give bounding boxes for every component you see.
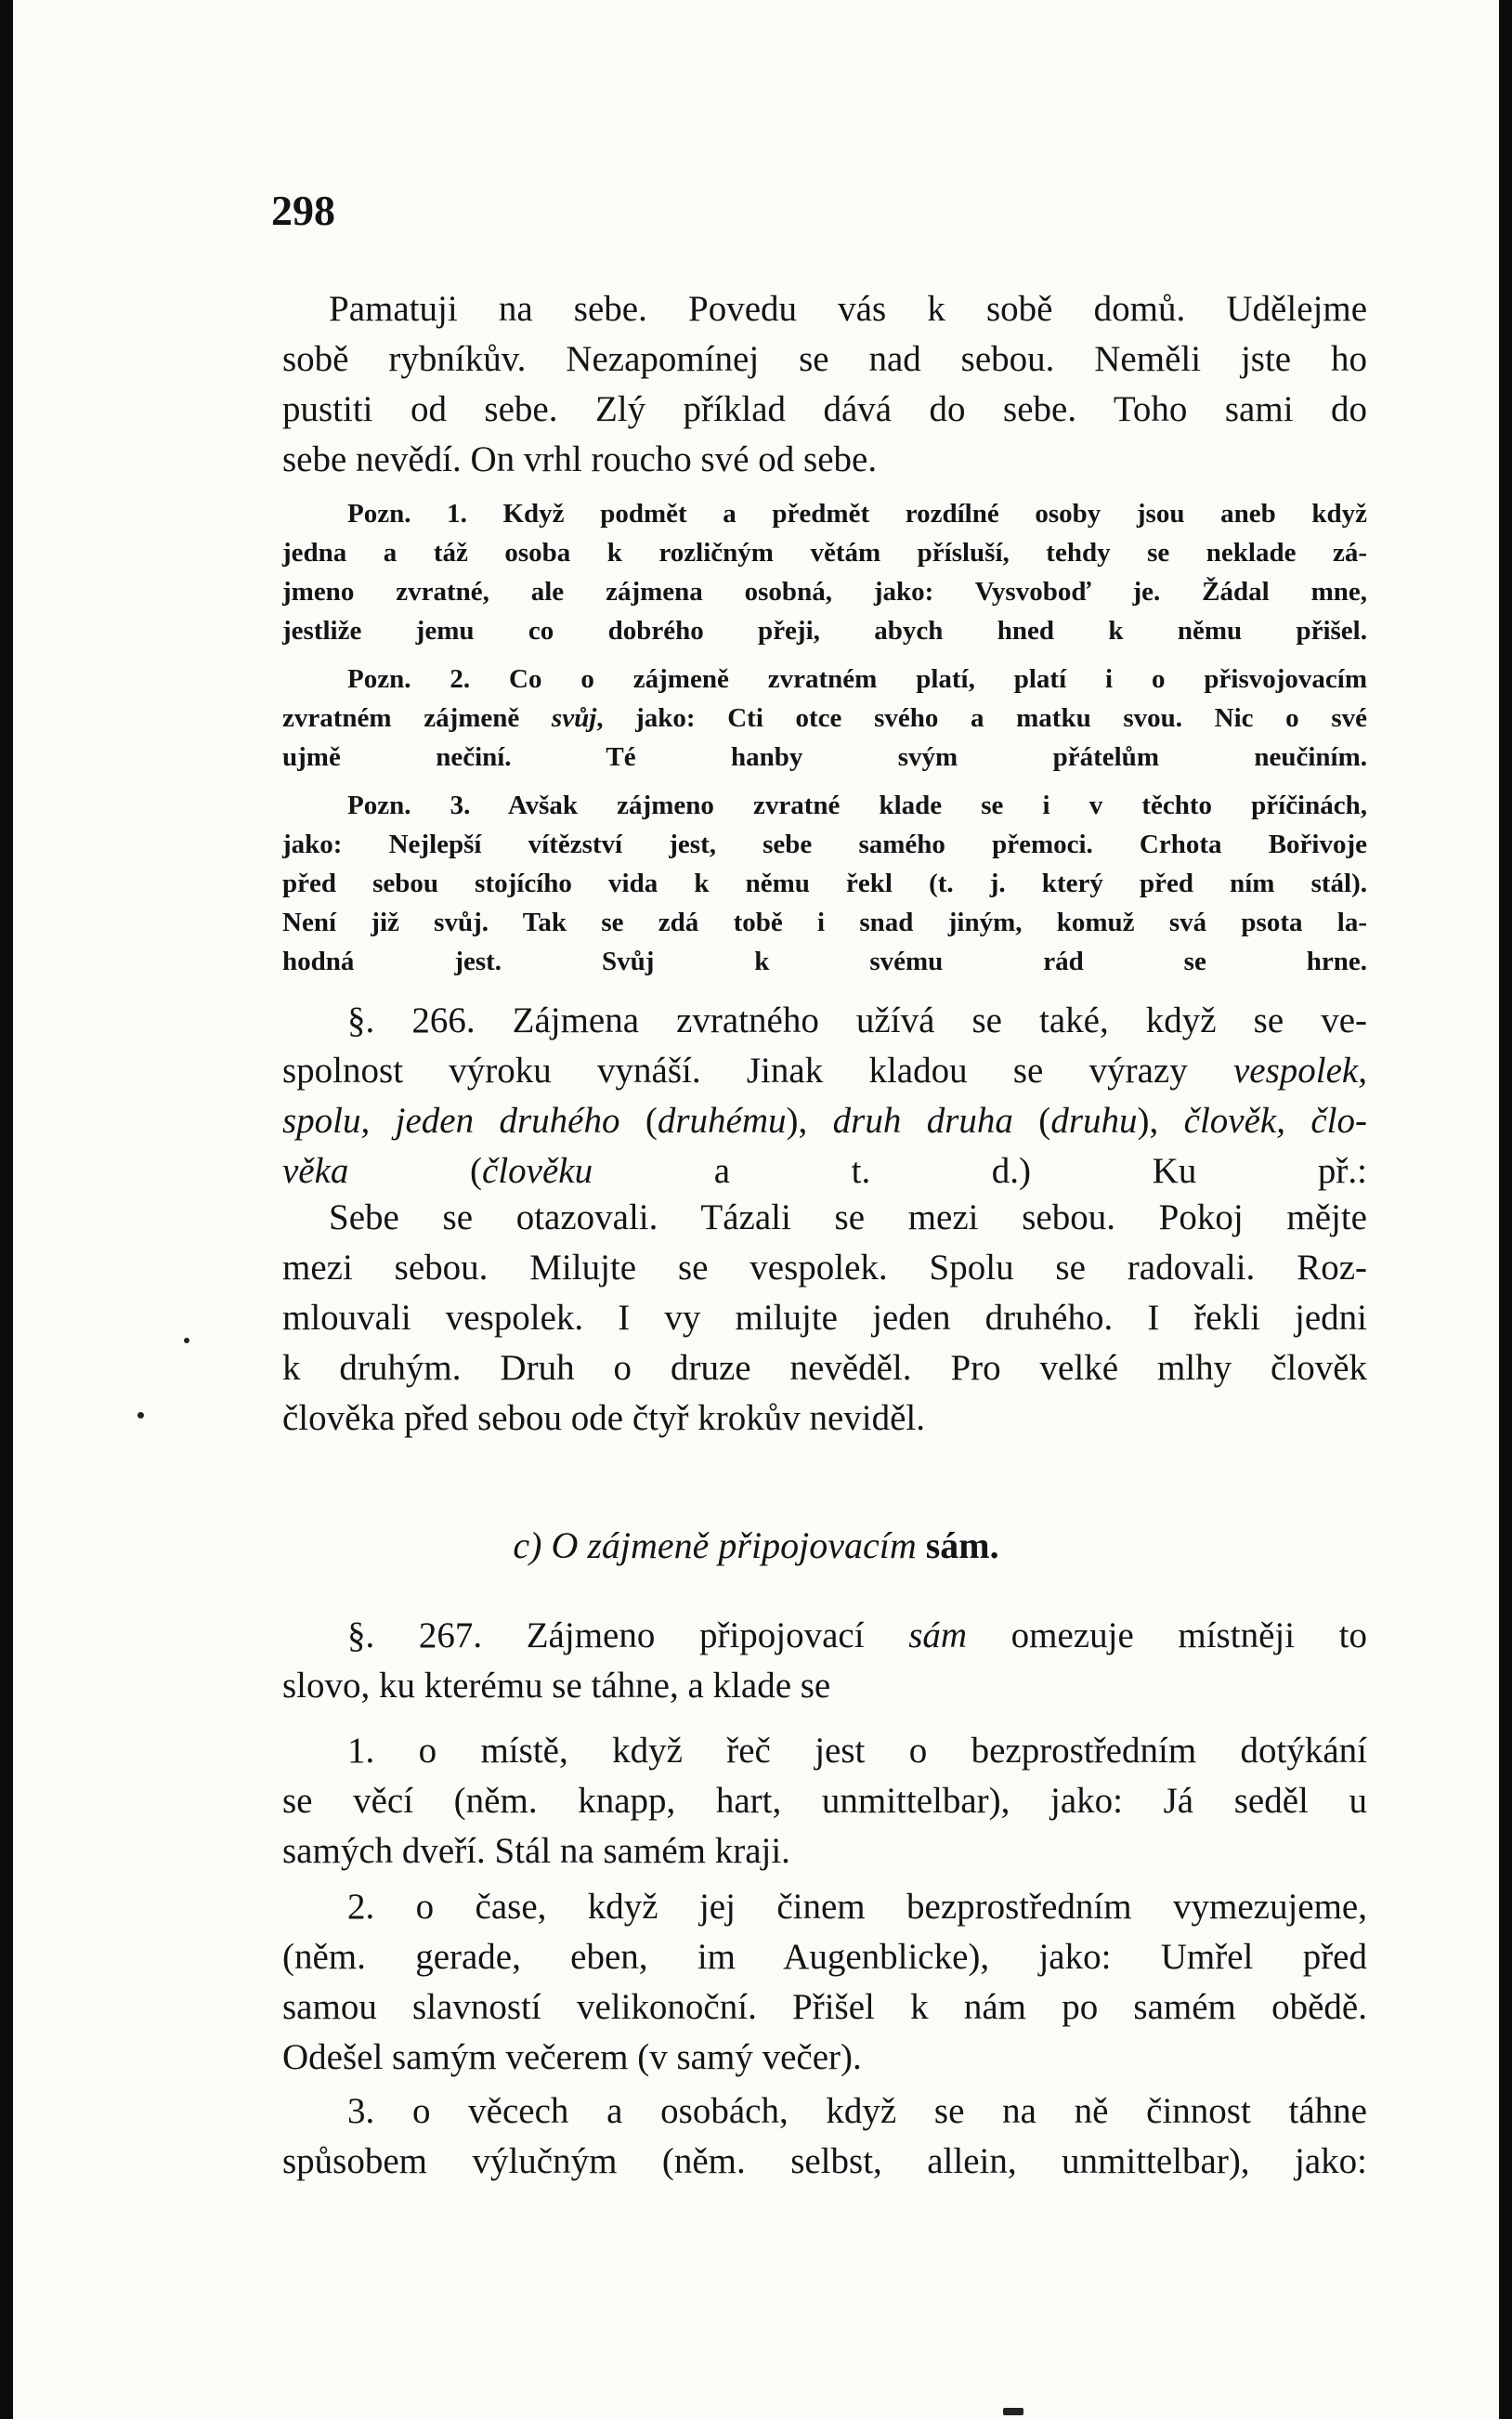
text-line: 3. o věcech a osobách, když se na ně činnost táhne — [347, 2091, 1367, 2131]
text-span: a t. d.) Ku př.: — [593, 1151, 1367, 1191]
text-line: se věcí (něm. knapp, hart, unmittelbar), jako: Já seděl u — [282, 1781, 1367, 1821]
text-line: pustiti od sebe. Zlý příklad dává do sebe. Toho sami do — [282, 389, 1367, 429]
note-line: jmeno zvratné, ale zájmena osobná, jako: Vysvoboď je. Žádal mne, — [282, 577, 1367, 607]
text-line — [282, 1046, 1367, 1096]
text-span: ( — [619, 1101, 658, 1141]
italic-term: člověk, člo- — [1183, 1101, 1367, 1141]
note-text: , jako: Cti otce svého a matku svou. Nic o své — [596, 703, 1367, 733]
text-line: samou slavností velikonoční. Přišel k nám po samém obědě. — [282, 1987, 1367, 2027]
text-line: člověka před sebou ode čtyř krokův neviděl. — [282, 1398, 926, 1438]
text-line: Odešel samým večerem (v samý večer). — [282, 2037, 862, 2077]
text-line: spůsobem výlučným (něm. selbst, allein, unmittelbar), jako: — [282, 2141, 1367, 2181]
examples-266 — [282, 1193, 1367, 1444]
text-span: ( — [1012, 1101, 1051, 1141]
italic-term: spolu, jeden druhého — [282, 1101, 620, 1141]
italic-term: věka — [282, 1151, 349, 1191]
text-line — [282, 1611, 1367, 1661]
note-line: Pozn. 1. Když podmět a předmět rozdílné osoby jsou aneb když — [347, 499, 1367, 529]
text-line: sebe nevědí. On vrhl roucho své od sebe. — [282, 439, 878, 479]
note-1 — [282, 494, 1367, 650]
page-number: 298 — [271, 187, 335, 234]
italic-term: druhému — [657, 1101, 787, 1141]
item-3 — [282, 2086, 1367, 2187]
text-line: slovo, ku kterému se táhne, a klade se — [282, 1666, 831, 1706]
text-line — [282, 1146, 1367, 1196]
note-italic-word: svůj — [551, 703, 597, 733]
text-span: ( — [348, 1151, 483, 1191]
note-line: ujmě nečiní. Té hanby svým přátelům neučiním. — [282, 742, 1367, 772]
note-3 — [282, 786, 1367, 981]
note-text: zvratném zájmeně — [282, 703, 552, 733]
note-line: hodná jest. Svůj k svému rád se hrne. — [282, 947, 1367, 976]
text-line: §. 266. Zájmena zvratného užívá se také, když se ve- — [347, 1000, 1367, 1040]
note-line: před sebou stojícího vida k němu řekl (t. j. který před ním stál). — [282, 869, 1367, 898]
print-speck — [1003, 2408, 1023, 2415]
text-line: Pamatuji na sebe. Povedu vás k sobě domů. Udělejme — [329, 289, 1367, 329]
section-266 — [282, 996, 1367, 1196]
heading-word: sám. — [925, 1524, 999, 1566]
text-line — [282, 1096, 1367, 1146]
section-267 — [282, 1611, 1367, 1711]
paragraph-examples-sebe — [282, 284, 1367, 485]
italic-term: druh druha — [832, 1101, 1013, 1141]
text-span: §. 267. Zájmeno připojovací — [347, 1615, 909, 1655]
note-line: jestliže jemu co dobrého přeji, abych hned k němu přišel. — [282, 616, 1367, 646]
note-2 — [282, 660, 1367, 777]
text-span: ), — [786, 1101, 833, 1141]
italic-term: druhu — [1050, 1101, 1138, 1141]
italic-term: vespolek, — [1232, 1051, 1367, 1091]
italic-term: sám — [908, 1615, 968, 1655]
note-line: jedna a táž osoba k rozličným větám přísluší, tehdy se neklade zá- — [282, 538, 1367, 568]
item-2 — [282, 1882, 1367, 2083]
text-line: (něm. gerade, eben, im Augenblicke), jako: Umřel před — [282, 1937, 1367, 1977]
text-span: ), — [1137, 1101, 1184, 1141]
note-line: Pozn. 3. Avšak zájmeno zvratné klade se i v těchto příčinách, — [347, 791, 1367, 820]
print-speck — [184, 1338, 189, 1343]
text-line: mezi sebou. Milujte se vespolek. Spolu se radovali. Roz- — [282, 1248, 1367, 1288]
note-line — [282, 699, 1367, 738]
item-1 — [282, 1726, 1367, 1876]
text-line: 1. o místě, když řeč jest o bezprostředním dotýkání — [347, 1731, 1367, 1771]
book-page — [13, 0, 1499, 2419]
print-speck — [137, 1412, 144, 1419]
text-line: 2. o čase, když jej činem bezprostředním vymezujeme, — [347, 1887, 1367, 1927]
text-line: samých dveří. Stál na samém kraji. — [282, 1831, 790, 1871]
note-line: jako: Nejlepší vítězství jest, sebe samého přemoci. Crhota Bořivoje — [282, 830, 1367, 859]
text-line: mlouvali vespolek. I vy milujte jeden druhého. I řekli jedni — [282, 1298, 1367, 1338]
italic-term: člověku — [482, 1151, 593, 1191]
text-line: k druhým. Druh o druze nevěděl. Pro velké mlhy člověk — [282, 1348, 1367, 1388]
section-heading — [13, 1523, 1499, 1567]
text-span: spolnost výroku vynáší. Jinak kladou se výrazy — [282, 1051, 1233, 1091]
text-span: omezuje místněji to — [967, 1615, 1367, 1655]
text-line: Sebe se otazovali. Tázali se mezi sebou. Pokoj mějte — [329, 1197, 1367, 1237]
note-line: Není již svůj. Tak se zdá tobě i snad jiným, komuž svá psota la- — [282, 908, 1367, 937]
text-line: sobě rybníkův. Nezapomínej se nad sebou. Neměli jste ho — [282, 339, 1367, 379]
heading-prefix: c) O zájmeně připojovacím — [513, 1524, 926, 1566]
note-line: Pozn. 2. Co o zájmeně zvratném platí, platí i o přisvojovacím — [347, 664, 1367, 694]
